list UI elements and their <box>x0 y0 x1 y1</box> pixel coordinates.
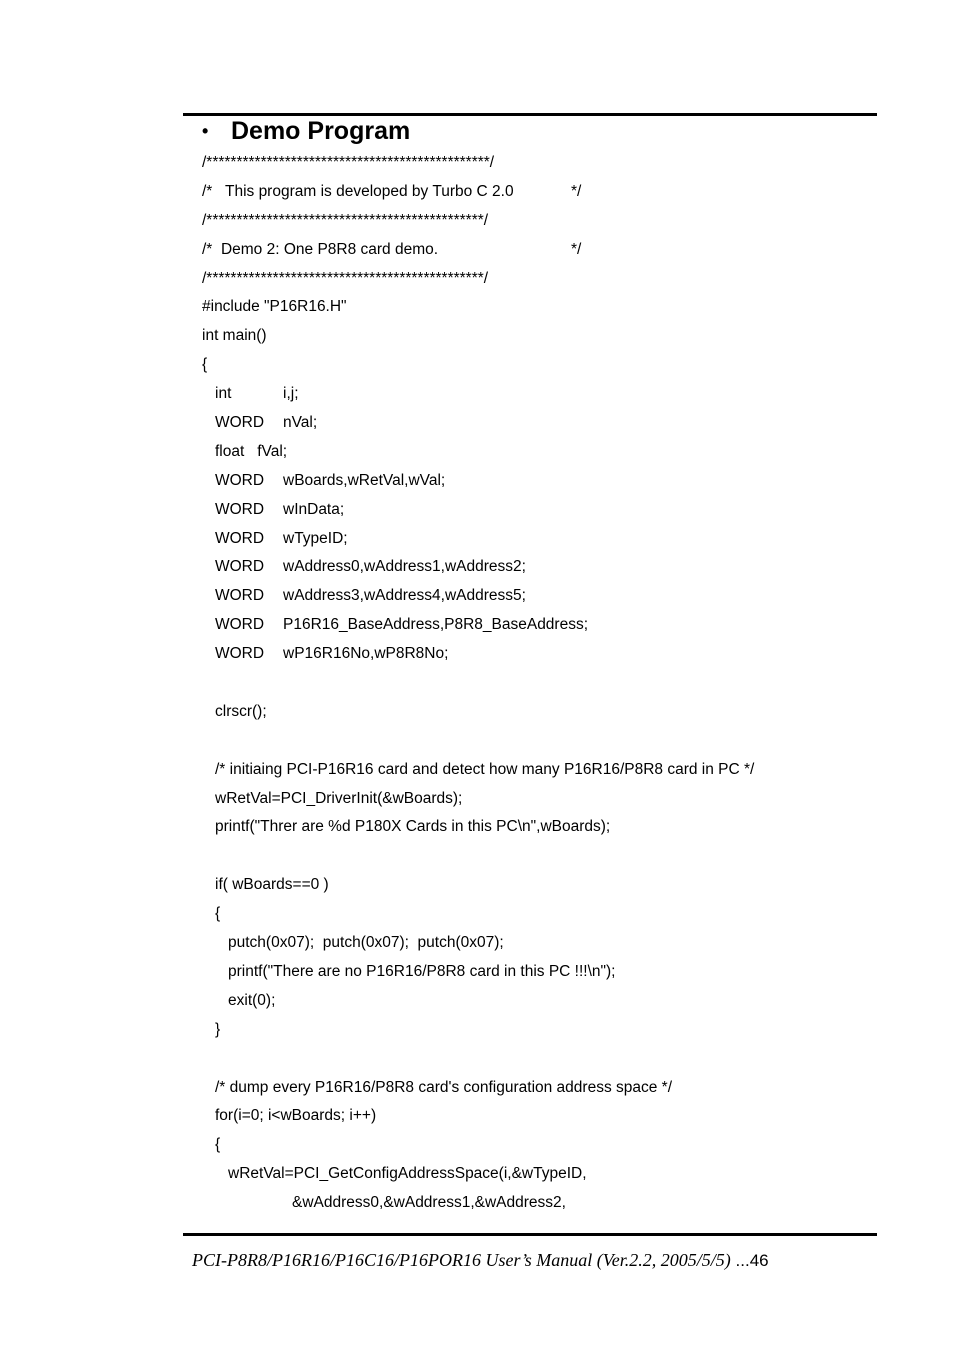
code-line <box>202 842 862 871</box>
code-line: { <box>202 356 208 374</box>
code-line: if( wBoards==0 ) <box>215 876 329 894</box>
code-line <box>202 669 862 698</box>
footer-separator: ... <box>730 1251 750 1270</box>
manual-title: PCI-P8R8/P16R16/P16C16/P16POR16 User’s Manual (Ver.2.2, 2005/5/5) <box>192 1250 731 1270</box>
code-line: /**********************************************/ <box>202 269 489 287</box>
code-line: wRetVal=PCI_GetConfigAddressSpace(i,&wTypeID, <box>228 1165 587 1183</box>
code-line: WORD wAddress3,wAddress4,wAddress5; <box>215 587 526 605</box>
code-line: WORD wInData; <box>215 500 345 518</box>
section-title: Demo Program <box>231 116 411 145</box>
code-line: wRetVal=PCI_DriverInit(&wBoards); <box>215 789 463 807</box>
code-line: printf("There are no P16R16/P8R8 card in this PC !!!\n"); <box>228 962 616 980</box>
code-line: { <box>215 1136 221 1154</box>
code-line: /* Demo 2: One P8R8 card demo. */ <box>202 236 862 265</box>
code-line: } <box>215 1020 221 1038</box>
code-line: /* dump every P16R16/P8R8 card's configuration address space */ <box>215 1078 673 1096</box>
page-footer <box>192 1244 769 1276</box>
code-line: WORD P16R16_BaseAddress,P8R8_BaseAddress; <box>215 616 589 634</box>
code-line: clrscr(); <box>215 702 267 720</box>
bullet-icon: • <box>202 120 209 141</box>
code-line: for(i=0; i<wBoards; i++) <box>215 1107 377 1125</box>
code-line <box>202 1045 862 1074</box>
code-line: /* initiaing PCI-P16R16 card and detect how many P16R16/P8R8 card in PC */ <box>215 760 755 778</box>
code-line: int main() <box>202 327 267 345</box>
code-line <box>202 727 862 756</box>
code-line: WORD wAddress0,wAddress1,wAddress2; <box>215 558 526 576</box>
bottom-rule <box>183 1233 877 1236</box>
code-line: int i,j; <box>215 385 299 403</box>
code-line: { <box>215 905 221 923</box>
code-line: /* This program is developed by Turbo C 2.0 */ <box>202 178 862 207</box>
code-line: /***********************************************/ <box>202 154 495 171</box>
code-listing <box>202 149 862 1218</box>
code-line: #include "P16R16.H" <box>202 298 347 316</box>
code-line: float fVal; <box>215 442 288 460</box>
code-line: printf("Threr are %d P180X Cards in this PC\n",wBoards); <box>215 818 611 836</box>
code-line: exit(0); <box>228 991 276 1009</box>
code-line: putch(0x07); putch(0x07); putch(0x07); <box>228 934 504 952</box>
code-line: WORD wTypeID; <box>215 529 348 547</box>
section-heading <box>202 114 410 148</box>
code-line: /**********************************************/ <box>202 211 489 229</box>
comment-end: */ <box>571 240 582 258</box>
code-line: WORD nVal; <box>215 414 318 432</box>
code-line: WORD wP16R16No,wP8R8No; <box>215 645 449 663</box>
code-line: &wAddress0,&wAddress1,&wAddress2, <box>292 1194 566 1212</box>
page-number: 46 <box>749 1251 769 1270</box>
comment-end: */ <box>571 182 582 200</box>
code-line: WORD wBoards,wRetVal,wVal; <box>215 471 446 489</box>
